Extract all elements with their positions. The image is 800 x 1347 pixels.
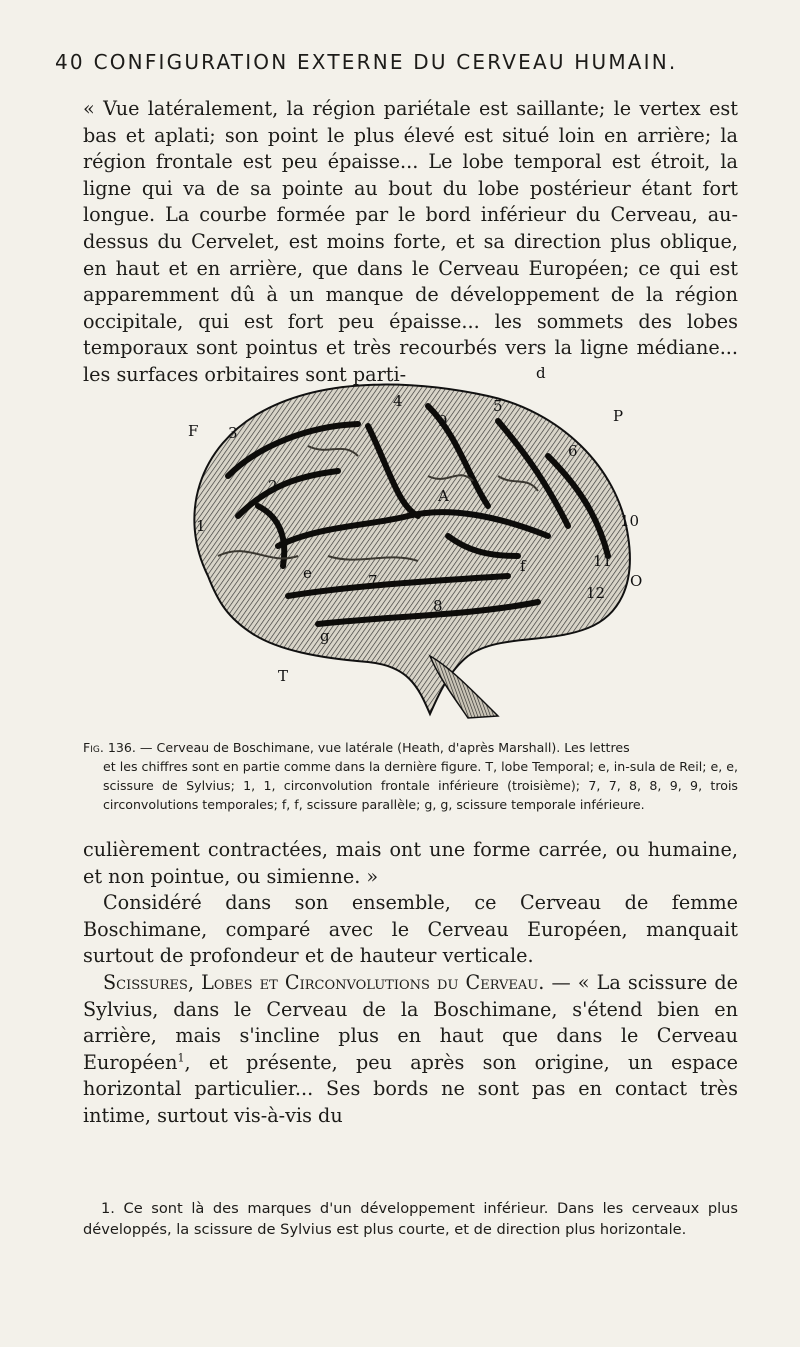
label-11: 11 <box>593 552 613 570</box>
label-2: 2 <box>268 477 278 495</box>
label-e: e <box>303 564 312 582</box>
label-6: 6 <box>568 442 578 460</box>
paragraph-sylvius-text: — « La scissure de Sylvius, dans le Cerveau de la Boschimane, s'étend bien en arrière, mais s'incline plus en haut que dans le Cerveau Européen <box>83 970 738 1074</box>
label-12: 12 <box>586 584 606 602</box>
brain-figure <box>168 366 648 726</box>
paragraph-text: « Vue latéralement, la région pariétale est saillante; le vertex est bas et aplati; son point le plus élevé est situé loin en arrière; la région frontale est peu épaisse... Le lobe temporal est étroit, la ligne qui va de sa pointe au bout du lobe postérieur étant fort longue. La courbe formée par le bord inférieur du Cerveau, au-dessus du Cervelet, est moins forte, et sa direction plus oblique, en haut et en arrière, que dans le Cerveau Européen; ce qui est apparemment dû à un manque de développement de la région occipitale, qui est fort peu épaisse... les sommets des lobes temporaux sont pointus et très recourbés vers la ligne médiane... les surfaces orbitaires sont parti- <box>83 97 738 386</box>
paragraph-overview: Considéré dans son ensemble, ce Cerveau de femme Boschimane, comparé avec le Cerveau Européen, manquait surtout de profondeur et de hauteur verticale. <box>83 891 738 968</box>
label-O: O <box>630 572 643 590</box>
label-9: 9 <box>438 412 448 430</box>
label-g: g <box>320 627 330 645</box>
label-1: 1 <box>196 517 206 535</box>
caption-continuation: et les chiffres sont en partie comme dans la dernière figure. T, lobe Temporal; e, in-sula de Reil; e, e, scissure de Sylvius; 1, 1, circonvolution frontale inférieure (troisième); 7, 7, 8, 8, 9, 9, trois circonvolutions temporales; f, f, scissure parallèle; g, g, scissure temporale inférieure. <box>103 759 738 812</box>
label-T: T <box>278 667 289 685</box>
label-3: 3 <box>228 424 238 442</box>
caption-figure-number: Fig. 136. <box>83 740 136 755</box>
label-P: P <box>613 407 624 425</box>
label-F: F <box>188 422 199 440</box>
running-title: CONFIGURATION EXTERNE DU CERVEAU HUMAIN. <box>93 50 678 74</box>
label-7: 7 <box>368 572 378 590</box>
label-10: 10 <box>620 512 640 530</box>
footnote <box>83 1198 738 1240</box>
label-f: f <box>520 557 526 575</box>
figure-caption <box>83 738 738 814</box>
paragraph-sylvius <box>83 970 738 1130</box>
paragraph-sylvius-end: , et présente, peu après son origine, un espace horizontal particulier... Ses bords ne sont pas en contact très intime, surtout vis-à-vis du <box>83 1050 738 1127</box>
label-4: 4 <box>393 392 403 410</box>
footnote-text: 1. Ce sont là des marques d'un développement inférieur. Dans les cerveaux plus développés, la scissure de Sylvius est plus courte, et de direction plus horizontale. <box>83 1200 738 1238</box>
paragraph-quote-end: culièrement contractées, mais ont une forme carrée, ou humaine, et non pointue, ou simienne. » <box>83 838 738 888</box>
footnote-reference[interactable]: 1 <box>177 1051 185 1065</box>
label-d: d <box>536 366 546 382</box>
caption-text: — Cerveau de Boschimane, vue latérale (Heath, d'après Marshall). Les lettres <box>135 740 630 755</box>
brain-illustration <box>168 366 648 726</box>
running-header <box>55 50 755 86</box>
label-5: 5 <box>493 397 503 415</box>
label-8: 8 <box>433 597 443 615</box>
section-heading: Scissures, Lobes et Circonvolutions du Cerveau. <box>103 970 545 994</box>
paragraph-quote-start <box>83 96 738 389</box>
paragraph-block-2 <box>83 837 738 1130</box>
page-number: 40 <box>55 50 85 74</box>
label-A: A <box>438 487 449 505</box>
brain-outline <box>194 385 630 714</box>
